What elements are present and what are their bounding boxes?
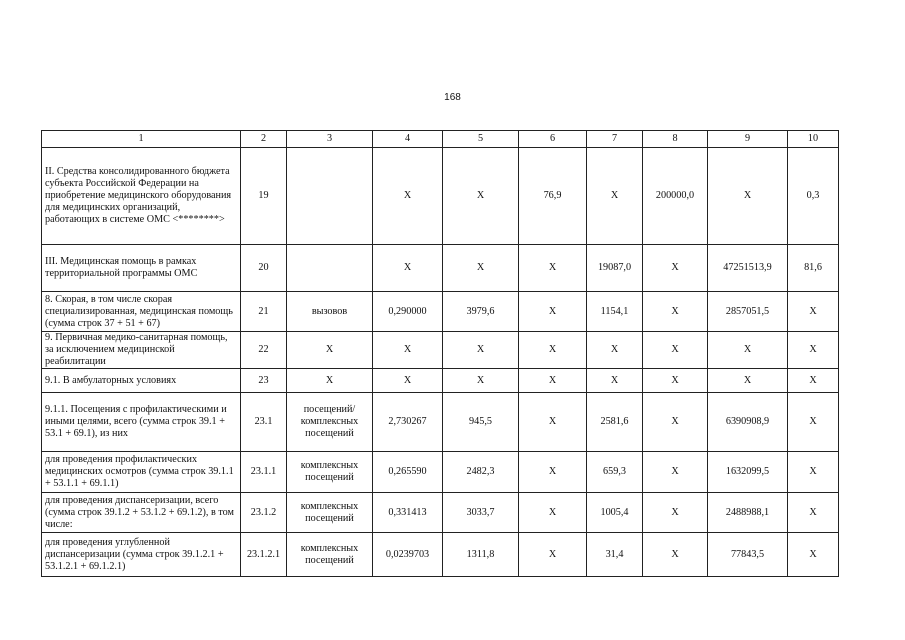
table-cell: 2,730267 — [373, 393, 443, 452]
header-cell: 4 — [373, 131, 443, 148]
table-cell: Х — [587, 148, 643, 245]
row-label: II. Средства консолидированного бюджета субъекта Российской Федерации на приобретение медицинского оборудования для медицинских организаций, работающих в системе ОМС <********> — [42, 148, 241, 245]
table-cell: 2488988,1 — [708, 493, 788, 533]
header-cell: 7 — [587, 131, 643, 148]
table-row — [42, 245, 839, 292]
row-number: 22 — [241, 332, 287, 369]
table-cell: 3033,7 — [443, 493, 519, 533]
table-cell: Х — [443, 148, 519, 245]
table-cell: Х — [708, 148, 788, 245]
table-cell: 1005,4 — [587, 493, 643, 533]
table-cell: Х — [788, 493, 839, 533]
table-cell: Х — [788, 369, 839, 393]
table-cell: Х — [643, 245, 708, 292]
row-number: 19 — [241, 148, 287, 245]
table-cell: 81,6 — [788, 245, 839, 292]
table-cell: 0,265590 — [373, 452, 443, 493]
table-cell: 0,0239703 — [373, 533, 443, 577]
table-cell: Х — [373, 148, 443, 245]
row-label: 9. Первичная медико-санитарная помощь, за исключением медицинской реабилитации — [42, 332, 241, 369]
table-cell: 2482,3 — [443, 452, 519, 493]
table-cell: 1632099,5 — [708, 452, 788, 493]
row-number: 23.1.2 — [241, 493, 287, 533]
table-row — [42, 493, 839, 533]
table-cell: 3979,6 — [443, 292, 519, 332]
table-cell: Х — [788, 292, 839, 332]
table-cell: Х — [373, 332, 443, 369]
row-label: 8. Скорая, в том числе скорая специализированная, медицинская помощь (сумма строк 37 + 51 + 67) — [42, 292, 241, 332]
table-cell: Х — [373, 369, 443, 393]
unit-cell — [287, 148, 373, 245]
table-cell: 76,9 — [519, 148, 587, 245]
table-cell: Х — [788, 452, 839, 493]
table-cell: Х — [708, 332, 788, 369]
table-cell: Х — [708, 369, 788, 393]
table-cell: 0,3 — [788, 148, 839, 245]
table-cell: 2581,6 — [587, 393, 643, 452]
unit-cell: Х — [287, 332, 373, 369]
medical-care-table — [41, 130, 839, 577]
table-cell: 0,331413 — [373, 493, 443, 533]
row-label: для проведения углубленной диспансеризации (сумма строк 39.1.2.1 + 53.1.2.1 + 69.1.2.1) — [42, 533, 241, 577]
table-cell: Х — [519, 369, 587, 393]
page-number: 168 — [444, 92, 461, 103]
table-cell: 1154,1 — [587, 292, 643, 332]
table-cell: Х — [519, 493, 587, 533]
unit-cell: комплексных посещений — [287, 452, 373, 493]
unit-cell: Х — [287, 369, 373, 393]
table-cell: Х — [643, 393, 708, 452]
header-cell: 9 — [708, 131, 788, 148]
table-cell: Х — [788, 533, 839, 577]
table-cell: Х — [643, 332, 708, 369]
row-number: 23.1.2.1 — [241, 533, 287, 577]
header-cell: 3 — [287, 131, 373, 148]
table-cell: 659,3 — [587, 452, 643, 493]
table-cell: Х — [519, 533, 587, 577]
row-label: 9.1.1. Посещения с профилактическими и иными целями, всего (сумма строк 39.1 + 53.1 + 69.1), из них — [42, 393, 241, 452]
table-cell: 2857051,5 — [708, 292, 788, 332]
table-cell: Х — [373, 245, 443, 292]
table-cell: 1311,8 — [443, 533, 519, 577]
table-cell: Х — [519, 245, 587, 292]
table-row — [42, 292, 839, 332]
table-row — [42, 369, 839, 393]
header-cell: 10 — [788, 131, 839, 148]
table-cell: 31,4 — [587, 533, 643, 577]
table-cell: Х — [587, 332, 643, 369]
table-cell: Х — [443, 369, 519, 393]
unit-cell: посещений/ комплексных посещений — [287, 393, 373, 452]
table-cell: 945,5 — [443, 393, 519, 452]
unit-cell: комплексных посещений — [287, 533, 373, 577]
table-row — [42, 393, 839, 452]
table-cell: Х — [443, 332, 519, 369]
row-number: 23.1 — [241, 393, 287, 452]
row-number: 23.1.1 — [241, 452, 287, 493]
table-cell: Х — [643, 292, 708, 332]
unit-cell: комплексных посещений — [287, 493, 373, 533]
table-cell: Х — [519, 332, 587, 369]
row-label: 9.1. В амбулаторных условиях — [42, 369, 241, 393]
table-cell: Х — [788, 393, 839, 452]
header-cell: 6 — [519, 131, 587, 148]
table-cell: 0,290000 — [373, 292, 443, 332]
table-cell: Х — [788, 332, 839, 369]
table-row — [42, 533, 839, 577]
unit-cell: вызовов — [287, 292, 373, 332]
header-cell: 5 — [443, 131, 519, 148]
table-cell: Х — [587, 369, 643, 393]
table-row — [42, 452, 839, 493]
row-number: 21 — [241, 292, 287, 332]
table-cell: Х — [643, 369, 708, 393]
row-number: 23 — [241, 369, 287, 393]
table-cell: Х — [643, 533, 708, 577]
row-label: для проведения диспансеризации, всего (сумма строк 39.1.2 + 53.1.2 + 69.1.2), в том числе: — [42, 493, 241, 533]
table-cell: 19087,0 — [587, 245, 643, 292]
unit-cell — [287, 245, 373, 292]
table-cell: Х — [643, 452, 708, 493]
table-cell: Х — [519, 393, 587, 452]
table-row — [42, 148, 839, 245]
header-cell: 2 — [241, 131, 287, 148]
table-cell: 200000,0 — [643, 148, 708, 245]
header-cell: 1 — [42, 131, 241, 148]
table-cell: Х — [443, 245, 519, 292]
table-header-row — [42, 131, 839, 148]
table-cell: 77843,5 — [708, 533, 788, 577]
table-row — [42, 332, 839, 369]
header-cell: 8 — [643, 131, 708, 148]
table-cell: 6390908,9 — [708, 393, 788, 452]
table-cell: Х — [643, 493, 708, 533]
row-number: 20 — [241, 245, 287, 292]
table-cell: Х — [519, 452, 587, 493]
row-label: для проведения профилактических медицинских осмотров (сумма строк 39.1.1 + 53.1.1 + 69.1.1) — [42, 452, 241, 493]
row-label: III. Медицинская помощь в рамках территориальной программы ОМС — [42, 245, 241, 292]
table-cell: 47251513,9 — [708, 245, 788, 292]
table-cell: Х — [519, 292, 587, 332]
